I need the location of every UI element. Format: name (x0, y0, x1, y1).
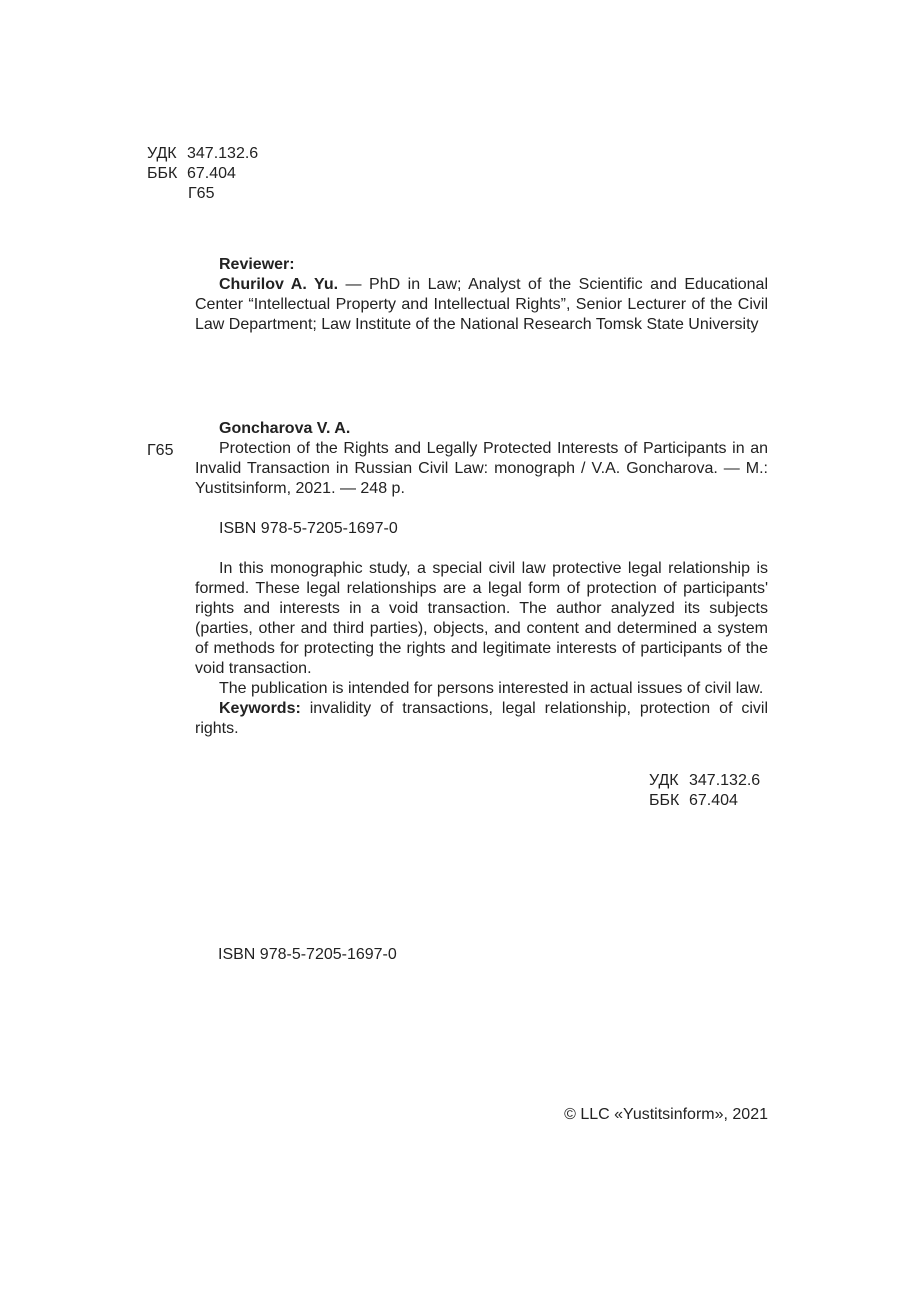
abstract-block (195, 559, 768, 739)
keywords-label: Keywords: (219, 700, 301, 717)
catalog-isbn: ISBN 978-5-7205-1697-0 (219, 520, 398, 537)
bbk-value: 67.404 (187, 165, 236, 182)
abstract-p1: In this monographic study, a special civil law protective legal relationship is formed. These legal relationships are a legal form of protection of participants' rights and interests in a void transaction. The author analyzed its subjects (parties, other and third parties), objects, and content and determined a system of methods for protecting the rights and legitimate interests of participants of the void transaction. (195, 560, 768, 677)
udk-top (147, 144, 258, 164)
udk-label: УДК (147, 145, 177, 162)
udk-bottom (649, 771, 760, 791)
keywords-text: invalidity of transactions, legal relationship, protection of civil rights. (195, 700, 768, 737)
bbk-bottom-label: ББК (649, 792, 680, 809)
abstract-p2: The publication is intended for persons interested in actual issues of civil law. (219, 680, 764, 697)
copyright: © LLC «Yustitsinform», 2021 (564, 1106, 768, 1123)
catalog-title: Protection of the Rights and Legally Protected Interests of Participants in an Invalid Transaction in Russian Civil Law: monograph / V.A. Goncharova. — M.: Yustitsinform, 2021. — 248 p. (195, 440, 768, 497)
udk-value: 347.132.6 (187, 145, 259, 162)
udk-bottom-value: 347.132.6 (689, 772, 761, 789)
isbn-bottom: ISBN 978-5-7205-1697-0 (218, 946, 397, 963)
reviewer-heading: Reviewer: (219, 256, 295, 273)
bbk-bottom (649, 791, 738, 811)
reviewer-details: — PhD in Law; Analyst of the Scientific and Educational Center “Intellectual Property and Intellectual Rights”, Senior Lecturer of the Civil Law Department; Law Institute of the National Research Tomsk State University (195, 276, 768, 333)
bbk-label: ББК (147, 165, 178, 182)
bbk-top (147, 164, 236, 184)
abstract-keywords (195, 699, 768, 739)
reviewer-block (195, 255, 768, 335)
udk-bottom-label: УДК (649, 772, 679, 789)
bbk-bottom-value: 67.404 (689, 792, 738, 809)
catalog-mark: Г65 (147, 442, 174, 459)
catalog-block (195, 419, 768, 539)
catalog-author: Goncharova V. A. (219, 420, 351, 437)
reviewer-text (195, 275, 768, 335)
author-mark-top: Г65 (188, 185, 215, 202)
reviewer-name: Churilov A. Yu. (219, 276, 339, 293)
